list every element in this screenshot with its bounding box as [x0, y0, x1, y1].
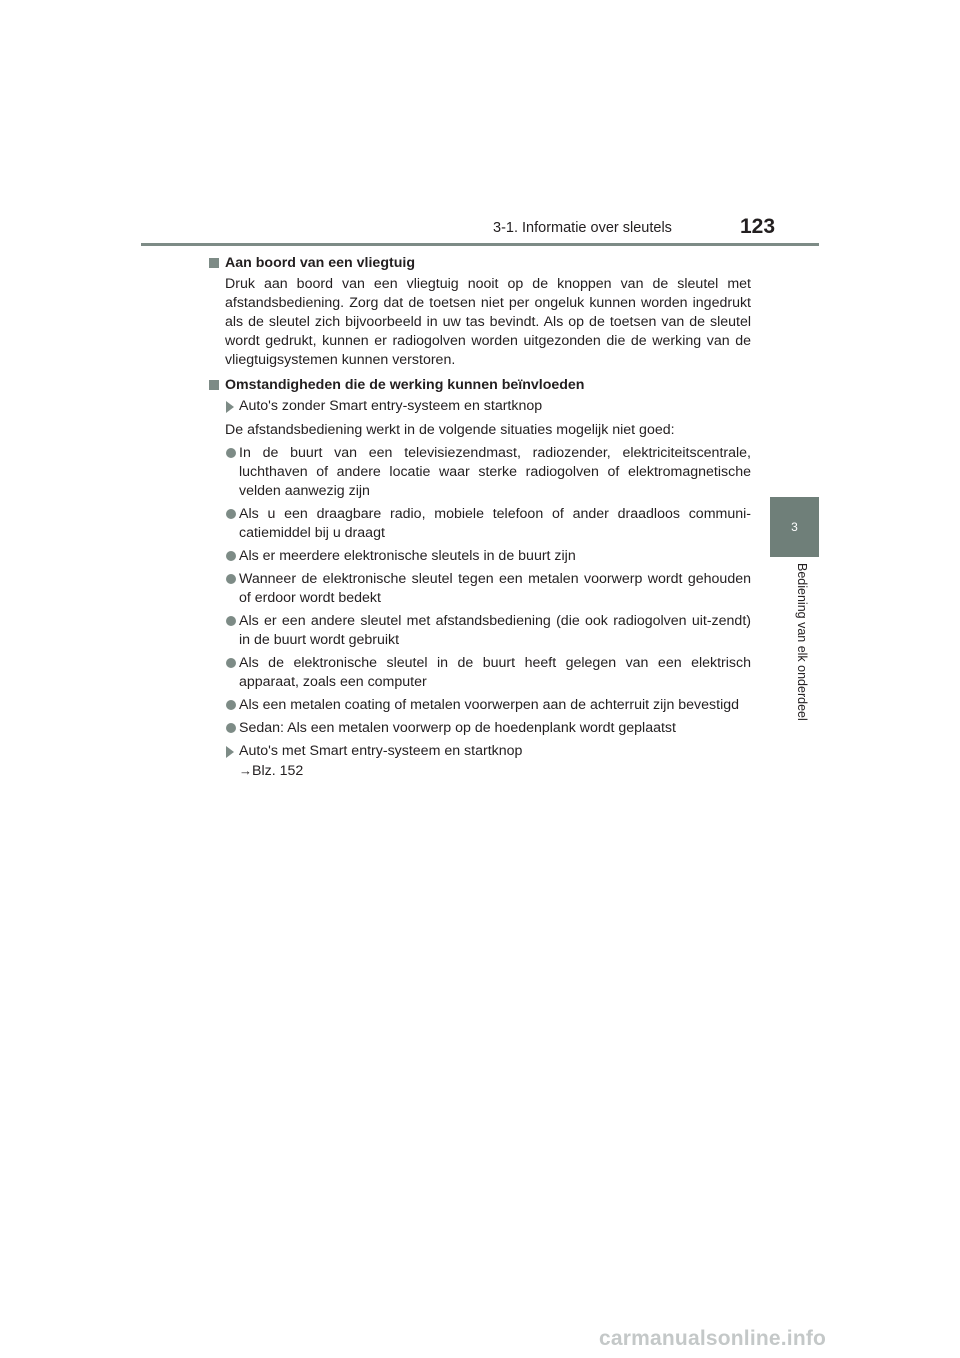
triangle-bullet-icon — [226, 401, 234, 413]
square-bullet-icon — [209, 258, 219, 268]
circle-bullet-icon — [226, 509, 236, 519]
triangle-bullet-icon — [226, 746, 234, 758]
sub-heading — [209, 397, 751, 416]
circle-bullet-icon — [226, 574, 236, 584]
list-item — [209, 547, 751, 566]
list-item — [209, 444, 751, 501]
running-header-section: 3-1. Informatie over sleutels — [493, 220, 672, 236]
list-item — [209, 696, 751, 715]
list-item — [209, 570, 751, 608]
page-reference-text: Blz. 152 — [252, 763, 304, 779]
chapter-tab — [770, 497, 819, 557]
list-item-text: Als er meerdere elektronische sleutels in de buurt zijn — [239, 548, 576, 564]
page-number: 123 — [740, 215, 776, 238]
body-paragraph: Druk aan boord van een vliegtuig nooit op de knoppen van de sleutel met afstandsbediening. Zorg dat de toetsen niet per ongeluk kunnen worden ingedrukt als de sleutel zich bijvoorbeeld in uw tas bevindt. Als op de toetsen van de sleutel wordt gedrukt, kunnen er radiogolven worden uitgezonden die de werking van de vliegtuigsystemen kunnen verstoren. — [225, 276, 751, 368]
chapter-title: Bediening van elk onderdeel — [795, 563, 809, 721]
circle-bullet-icon — [226, 658, 236, 668]
circle-bullet-icon — [226, 551, 236, 561]
square-bullet-icon — [209, 380, 219, 390]
intro-paragraph: De afstandsbediening werkt in de volgende situaties mogelijk niet goed: — [225, 422, 675, 438]
page-reference[interactable] — [239, 761, 751, 781]
circle-bullet-icon — [226, 700, 236, 710]
main-content — [209, 254, 751, 786]
section-heading — [209, 376, 751, 395]
sub-heading — [209, 742, 751, 781]
list-item — [209, 505, 751, 543]
section-heading-text: Omstandigheden die de werking kunnen beïnvloeden — [225, 377, 585, 393]
sub-heading-text: Auto's met Smart entry-systeem en startknop — [239, 743, 523, 759]
list-item-text: Wanneer de elektronische sleutel tegen een metalen voorwerp wordt gehouden of erdoor wordt bedekt — [239, 571, 751, 606]
list-item-text: Sedan: Als een metalen voorwerp op de hoedenplank wordt geplaatst — [239, 720, 676, 736]
list-item-text: Als er een andere sleutel met afstandsbediening (die ook radiogolven uit-zendt) in de buurt wordt gebruikt — [239, 613, 751, 648]
list-item — [209, 654, 751, 692]
list-item — [209, 719, 751, 738]
sub-heading-text: Auto's zonder Smart entry-systeem en startknop — [239, 398, 543, 414]
circle-bullet-icon — [226, 616, 236, 626]
watermark-text: carmanualsonline.info — [599, 1327, 827, 1350]
section-heading — [209, 254, 751, 273]
list-item-text: In de buurt van een televisiezendmast, radiozender, elektriciteitscentrale, luchthaven of andere locatie waar sterke radiogolven of elektromagnetische velden aanwezig zijn — [239, 445, 751, 499]
chapter-number: 3 — [791, 520, 798, 534]
list-item — [209, 612, 751, 650]
circle-bullet-icon — [226, 448, 236, 458]
list-item-text: Als de elektronische sleutel in de buurt heeft gelegen van een elektrisch apparaat, zoals een computer — [239, 655, 751, 690]
arrow-right-icon: → — [239, 763, 252, 778]
list-item-text: Als u een draagbare radio, mobiele telefoon of ander draadloos communi-catiemiddel bij u draagt — [239, 506, 751, 541]
section-heading-text: Aan boord van een vliegtuig — [225, 255, 415, 271]
list-item-text: Als een metalen coating of metalen voorwerpen aan de achterruit zijn bevestigd — [239, 697, 740, 713]
circle-bullet-icon — [226, 723, 236, 733]
header-divider — [141, 243, 819, 246]
